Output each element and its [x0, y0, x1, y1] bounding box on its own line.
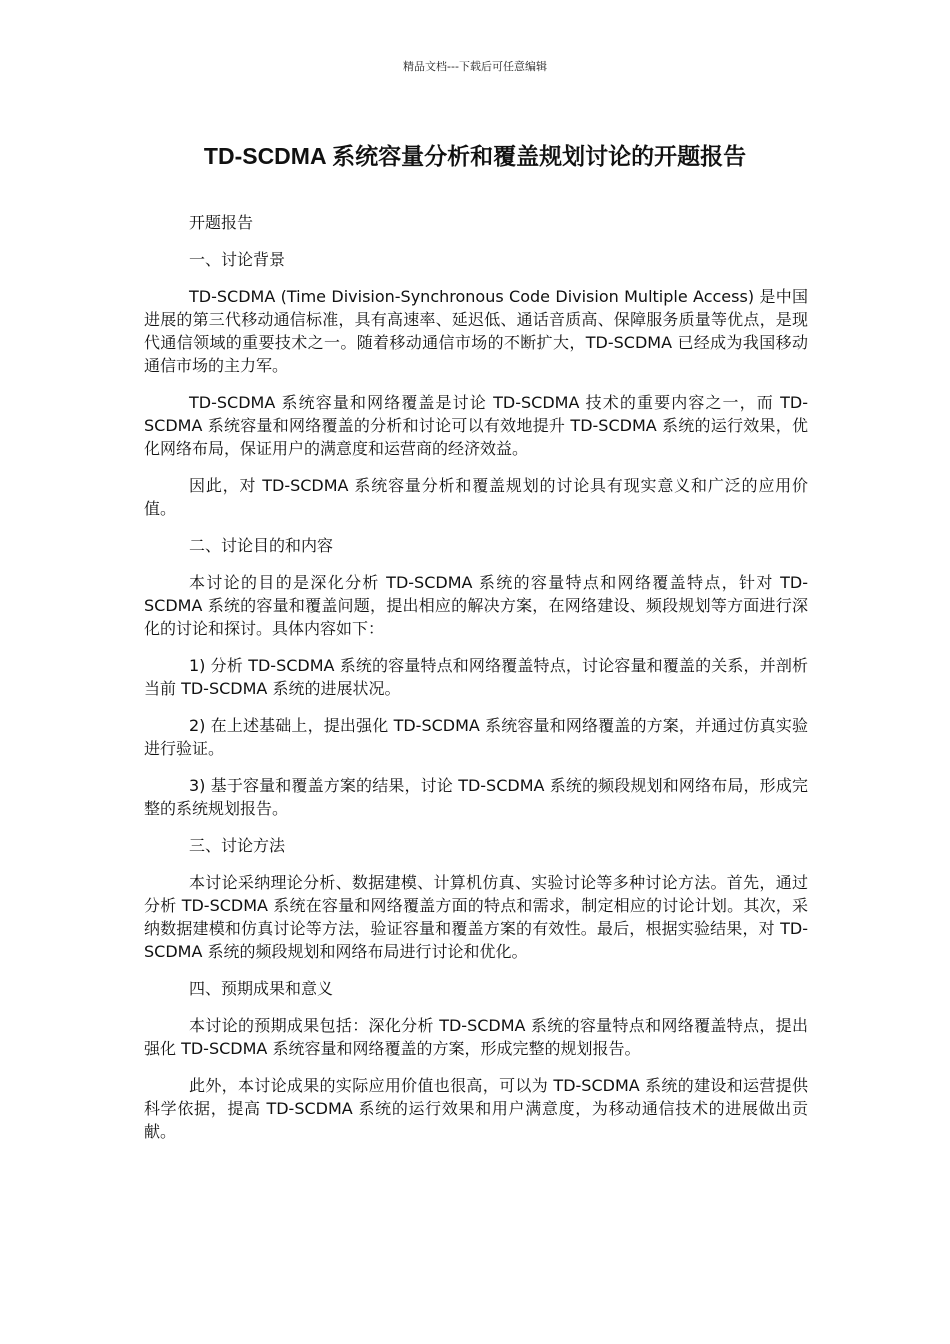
- section-label-report: 开题报告: [189, 213, 254, 232]
- list-item: 1) 分析 TD-SCDMA 系统的容量特点和网络覆盖特点，讨论容量和覆盖的关系，并剖析当前 TD-SCDMA 系统的进展状况。: [144, 656, 808, 698]
- document-title: TD-SCDMA 系统容量分析和覆盖规划讨论的开题报告: [203, 143, 747, 169]
- paragraph: 因此，对 TD-SCDMA 系统容量分析和覆盖规划的讨论具有现实意义和广泛的应用价值。: [144, 476, 808, 518]
- paragraph: 本讨论采纳理论分析、数据建模、计算机仿真、实验讨论等多种讨论方法。首先，通过分析 TD-SCDMA 系统在容量和网络覆盖方面的特点和需求，制定相应的讨论计划。其次，采纳数据建模和仿真讨论等方法，验证容量和覆盖方案的有效性。最后，根据实验结果，对 TD-SCDMA 系统的频段规划和网络布局进行讨论和优化。: [144, 873, 808, 961]
- section-heading-purpose: 二、讨论目的和内容: [189, 536, 334, 555]
- paragraph: TD-SCDMA 系统容量和网络覆盖是讨论 TD-SCDMA 技术的重要内容之一，而 TD-SCDMA 系统容量和网络覆盖的分析和讨论可以有效地提升 TD-SCDMA 系统的运行效果，优化网络布局，保证用户的满意度和运营商的经济效益。: [144, 393, 808, 458]
- list-item: 3) 基于容量和覆盖方案的结果，讨论 TD-SCDMA 系统的频段规划和网络布局，形成完整的系统规划报告。: [144, 776, 808, 818]
- section-heading-method: 三、讨论方法: [189, 836, 286, 855]
- paragraph: TD-SCDMA (Time Division-Synchronous Code Division Multiple Access) 是中国进展的第三代移动通信标准，具有高速率、延迟低、通话音质高、保障服务质量等优点，是现代通信领域的重要技术之一。随着移动通信市场的不断扩大，TD-SCDMA 已经成为我国移动通信市场的主力军。: [144, 287, 808, 375]
- document-body: [144, 211, 808, 1157]
- section-heading-background: 一、讨论背景: [189, 250, 286, 269]
- section-heading-outcomes: 四、预期成果和意义: [189, 979, 334, 998]
- paragraph: 本讨论的预期成果包括：深化分析 TD-SCDMA 系统的容量特点和网络覆盖特点，提出强化 TD-SCDMA 系统容量和网络覆盖的方案，形成完整的规划报告。: [144, 1016, 808, 1058]
- list-item: 2) 在上述基础上，提出强化 TD-SCDMA 系统容量和网络覆盖的方案，并通过仿真实验进行验证。: [144, 716, 808, 758]
- paragraph: 此外，本讨论成果的实际应用价值也很高，可以为 TD-SCDMA 系统的建设和运营提供科学依据，提高 TD-SCDMA 系统的运行效果和用户满意度，为移动通信技术的进展做出贡献。: [144, 1076, 808, 1141]
- header-note: 精品文档---下载后可任意编辑: [403, 60, 547, 73]
- paragraph: 本讨论的目的是深化分析 TD-SCDMA 系统的容量特点和网络覆盖特点，针对 TD-SCDMA 系统的容量和覆盖问题，提出相应的解决方案，在网络建设、频段规划等方面进行深化的讨论和探讨。具体内容如下：: [144, 573, 808, 638]
